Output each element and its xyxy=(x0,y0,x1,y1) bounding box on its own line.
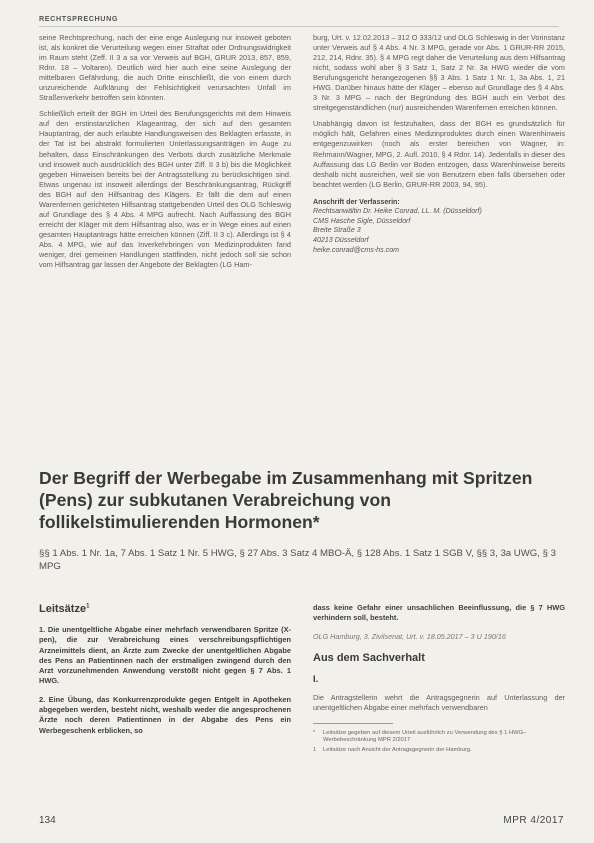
column-left-top xyxy=(39,33,291,276)
author-line: CMS Hasche Sigle, Düsseldorf xyxy=(313,216,411,225)
body-paragraph: Unabhängig davon ist festzuhalten, dass der BGH es grundsätzlich für möglich hält, Gefahren eines Medizinproduktes durch einen Warenhinweis entgegenzuwirken (noch als erster bereichen von Wagner, in: Rehmann/Wagner, MPG, 2. Aufl. 2010, § 4 Rdnr. 14). Jedenfalls in dieser des Auffassung das LG Berlin vor Boden entzogen, dass Warenhinweise bereits deshalb nicht ausreichen, weil sie von Benutzern eben falls übersehen oder beachtet werden (LG Berlin, GRUR-RR 2003, 94, 95). xyxy=(313,119,565,189)
footnote-rule xyxy=(313,723,393,724)
article-title: Der Begriff der Werbegabe im Zusammenhang mit Spritzen (Pens) zur subkutanen Verabreichung von follikelstimulierenden Hormonen* xyxy=(39,468,533,532)
sachverhalt-heading: Aus dem Sachverhalt xyxy=(313,651,425,664)
court-citation: OLG Hamburg, 3. Zivilsenat, Urt. v. 18.05.2017 – 3 U 190/16 xyxy=(313,631,506,641)
author-line: Breite Straße 3 xyxy=(313,226,361,235)
footnote-text: Leitsätze nach Ansicht der Antragsgegnerin der Hamburg. xyxy=(323,746,472,753)
leitsatz: 2. Eine Übung, das Konkurrenzprodukte gegen Entgelt in Apotheken abgegeben werden, besteht nicht, weshalb weder die angesprochenen Ärzte noch deren Patientinnen in der Abgabe des Pens ein Werbegeschenk erblicken, so xyxy=(39,694,291,735)
footnote-marker: 1 xyxy=(313,746,317,753)
page-number: 134 xyxy=(39,815,56,826)
leitsatz-continuation: dass keine Gefahr einer unsachlichen Beeinflussung, die § 7 HWG verhindern soll, besteht. xyxy=(313,603,565,623)
norms-line: §§ 1 Abs. 1 Nr. 1a, 7 Abs. 1 Satz 1 Nr. 5 HWG, § 27 Abs. 3 Satz 4 MBO-Ä, § 128 Abs. 1 Satz 1 SGB V, §§ 3, 3a UWG, § 3 MPG xyxy=(39,548,556,573)
section-label: RECHTSPRECHUNG xyxy=(39,14,119,23)
header-rule xyxy=(39,26,559,27)
author-line: Rechtsanwältin Dr. Heike Conrad, LL. M. (Düsseldorf) xyxy=(313,207,482,216)
footnote-ref: 1 xyxy=(86,603,90,610)
body-paragraph: burg, Urt. v. 12.02.2013 – 312 O 333/12 und OLG Schleswig in der Vorinstanz unter Verweis auf § 4 Abs. 4 Nr. 3 MPG, gerade vor Abs. 1 GRUR-RR 2015, 212, 214, Rdnr. 35). § 4 MPG regt daher die Verurteilung aus dem Hilfsantrag nicht, sodass wohl aber § 3 Satz 1, Satz 2 Nr. 3a HWG wieder die vom Berufungsgericht herangezogenen §§ 3 Abs. 1 Satz 1 Nr. 1, 3a Abs. 1, 21 HWG. Darüber hinaus hätte der Kläger – ebenso auf Grundlage des § 4 Abs. 3 Nr. 3 MPG – nach der Begründung des BGH auch ein Verbot des streitgegenständlichen (nur) ausreichenden Warenfernen erreichen können. xyxy=(313,33,565,113)
footnote xyxy=(313,747,565,755)
footnote-marker: * xyxy=(313,729,316,736)
author-email: heike.conrad@cms-hs.com xyxy=(313,245,400,254)
column-right-top xyxy=(313,33,565,255)
column-right-bottom xyxy=(313,603,565,756)
author-line: 40213 Düsseldorf xyxy=(313,236,369,245)
leitsaetze-heading xyxy=(39,603,291,615)
column-left-bottom xyxy=(39,603,291,744)
journal-issue-text: MPR 4/2017 xyxy=(503,815,564,826)
body-paragraph: seine Rechtsprechung, nach der eine enge Auslegung nur insoweit geboten ist, als konkret die Verurteilung wegen einer Straftat oder Ordnungswidrigkeit im Raum steht (Zeff. II 3 a sa vor Verweis auf BGH, GRUR 2013, 857, 859, Rdnr. 18 – Voltaren). Deutlich wird hier auch eine seine Auslegung der mittelbaren Gefährdung, die auch Dritte einschließt, die von einem durch unzureichende Aufklärung der Fehlsichtigkeit verursachten Unfall im Straßenverkehr betroffen sein könnten. xyxy=(39,33,291,103)
footnote-text: Leitsätze gegeben auf diesem Urteil ausführlich zu Verwendung des § 1 HWG–Werbebeschränkung MPR 2/2017 xyxy=(323,729,527,744)
leitsatz: 1. Die unentgeltliche Abgabe einer mehrfach verwendbaren Spritze (X-pen), die zur Verabreichung eines verschreibungspflichtigen Arzneimittels dient, an Ärzte zum Zwecke der unentgeltlichen Abgabe des Pens an Patientinnen nach der erstmaligen zwingend durch den Arzt vorzunehmenden Anwendung verstößt nicht gegen § 7 Abs. 1 HWG. xyxy=(39,625,291,686)
body-paragraph: Schließlich erteilt der BGH im Urteil des Berufungsgerichts mit dem Hinweis auf den erstinstanzlichen Klageantrag, der sich auf den gesamten Hauptantrag, der auch erlaubte Handlungsweisen des Beklagten erfasste, in der Tat ist bei abstrakt formulierten Unterlassungsanträgen im Auge zu behalten, dass Einschränkungen des Verbots durch zusätzliche Merkmale und insoweit auch ausdrücklich des BGH unter Ziff. II 3 b) bis die Möglichkeit gegeben Hinweisen bereits bei der Antragsstellung zu berücksichtigen sind. Etwas ungenau ist insoweit allerdings der Beschränkungsantrag, Rückgriff des BGH auf den Hilfsantrag des Klägers. Er fällt die dem auf einen Warenfernen gerichteten Hilfsantrag stattgebenden Urteil des OLG Schleswig auf Grundlage des § 4 Abs. 4 MPG aufrecht. Nach Auffassung des BGH erreicht der Kläger mit dem Hilfsantrag also, was er in Wege eines auf einen gesamten Hauptantrags hätte erreichen können (Ziff. II 3 c). Allerdings ist § 4 Abs. 4 MPG, wie auf das Inverkehrbringen von Medizinprodukten fand weniger, drei gemeinen Handlungen stattfinden, nicht jedoch soll sie schon vom Hilfsantrag gar lassen der Angebote der Beklagten (LG Ham- xyxy=(39,109,291,270)
journal-issue xyxy=(503,815,564,826)
roman-numeral: I. xyxy=(313,673,319,685)
author-address xyxy=(313,198,565,256)
author-heading: Anschrift der Verfasserin: xyxy=(313,197,400,206)
footnote xyxy=(313,730,565,745)
leitsaetze-heading-text: Leitsätze xyxy=(39,603,87,615)
sachverhalt-text: Die Antragstellerin wehrt die Antragsgegnerin auf Unterlassung der unentgeltlichen Abgabe einer mehrfach verwendbaren xyxy=(313,692,565,712)
